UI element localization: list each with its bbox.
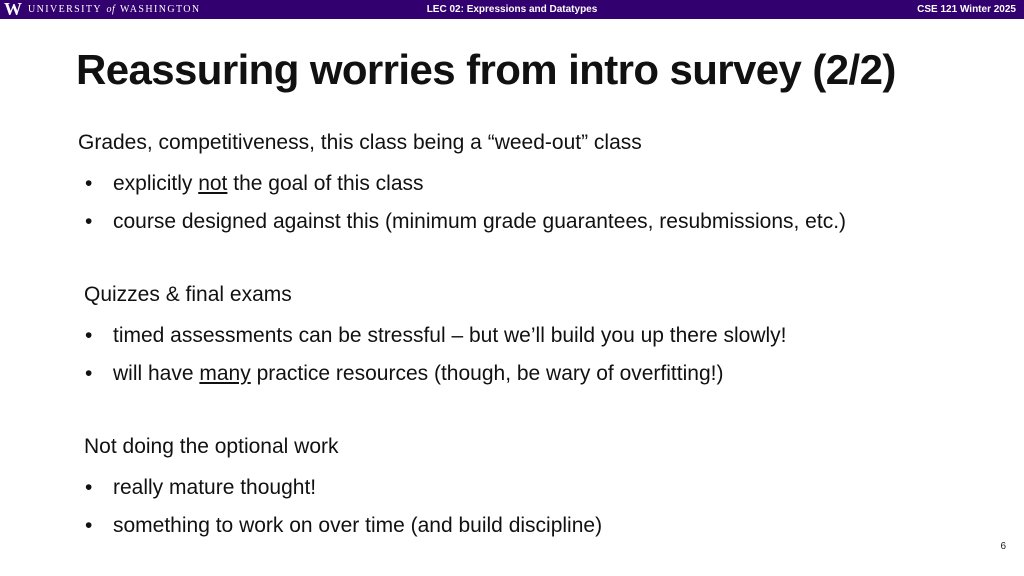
- bullet-text-rest: the goal of this class: [227, 172, 424, 195]
- section-grades: [78, 127, 978, 241]
- lecture-title: LEC 02: Expressions and Datatypes: [426, 4, 598, 15]
- slide-title: Reassuring worries from intro survey (2/2): [76, 46, 896, 93]
- bullet-item: [78, 507, 978, 545]
- bullet-icon: •: [85, 172, 93, 195]
- underlined-text: many: [199, 362, 251, 385]
- section-quizzes: [78, 279, 978, 393]
- header-bar: [0, 0, 1024, 19]
- bullet-text: timed assessments can be stressful – but we’ll build you up there slowly!: [113, 324, 787, 347]
- bullet-icon: •: [85, 210, 93, 233]
- bullet-text: explicitly: [113, 172, 199, 195]
- section-heading: Grades, competitiveness, this class being a “weed-out” class: [78, 131, 642, 154]
- bullet-icon: •: [85, 476, 93, 499]
- bullet-icon: •: [85, 324, 93, 347]
- university-pre: UNIVERSITY: [28, 4, 102, 15]
- university-post: WASHINGTON: [120, 4, 201, 15]
- bullet-item: [78, 317, 978, 355]
- underlined-text: not: [198, 172, 228, 195]
- slide-body: [78, 127, 978, 545]
- course-name: CSE 121 Winter 2025: [917, 4, 1016, 15]
- uw-w-icon: W: [4, 0, 22, 19]
- section-optional-work: [78, 431, 978, 545]
- bullet-icon: •: [85, 514, 93, 537]
- bullet-item: [78, 165, 978, 203]
- bullet-item: [78, 469, 978, 507]
- bullet-icon: •: [85, 362, 93, 385]
- bullet-text: something to work on over time (and build discipline): [113, 514, 603, 537]
- page-number: 6: [1000, 541, 1006, 552]
- bullet-item: [78, 203, 978, 241]
- section-heading: Quizzes & final exams: [84, 283, 292, 306]
- bullet-text: will have: [113, 362, 200, 385]
- university-of: of: [106, 4, 116, 15]
- bullet-text: really mature thought!: [113, 476, 317, 499]
- bullet-item: [78, 355, 978, 393]
- bullet-text: course designed against this (minimum grade guarantees, resubmissions, etc.): [113, 210, 847, 233]
- bullet-text-rest: practice resources (though, be wary of overfitting!): [250, 362, 724, 385]
- section-heading: Not doing the optional work: [84, 435, 339, 458]
